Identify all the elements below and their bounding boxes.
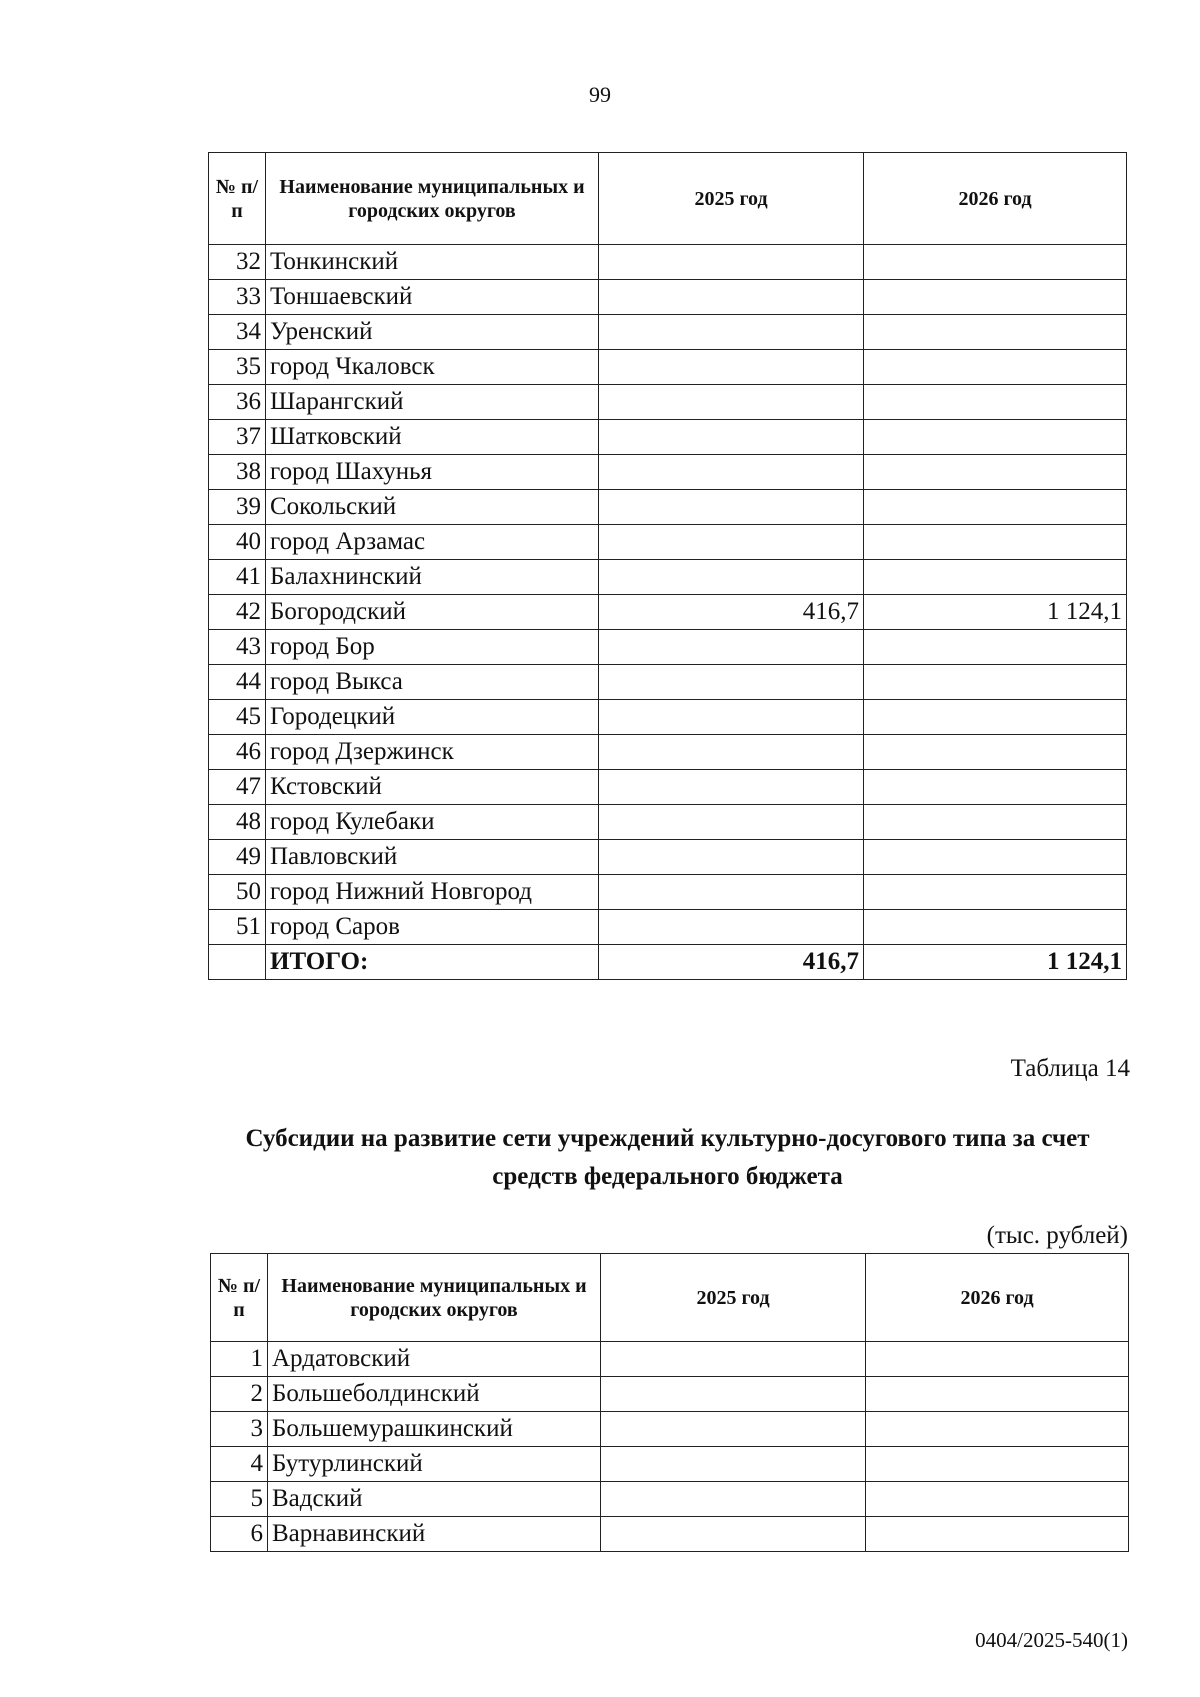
row-2026 xyxy=(864,315,1127,350)
row-number: 37 xyxy=(209,420,266,455)
row-name: город Саров xyxy=(266,910,599,945)
table-row xyxy=(211,1447,1129,1482)
row-number: 35 xyxy=(209,350,266,385)
row-2026 xyxy=(866,1447,1129,1482)
row-name: Варнавинский xyxy=(268,1517,601,1552)
row-2026 xyxy=(864,350,1127,385)
row-2026 xyxy=(866,1517,1129,1552)
row-2026 xyxy=(864,385,1127,420)
row-2025 xyxy=(599,525,864,560)
row-2025 xyxy=(601,1482,866,1517)
row-2025 xyxy=(599,350,864,385)
row-2026 xyxy=(866,1412,1129,1447)
row-name: город Арзамас xyxy=(266,525,599,560)
table-row xyxy=(209,665,1127,700)
row-name: Богородский xyxy=(266,595,599,630)
row-2026 xyxy=(864,630,1127,665)
row-number: 49 xyxy=(209,840,266,875)
table-row xyxy=(211,1412,1129,1447)
table-caption: Таблица 14 xyxy=(1010,1055,1130,1082)
table-row xyxy=(209,805,1127,840)
row-name: город Шахунья xyxy=(266,455,599,490)
row-2026 xyxy=(864,455,1127,490)
row-number: 3 xyxy=(211,1412,268,1447)
row-name: Ардатовский xyxy=(268,1342,601,1377)
row-name: Уренский xyxy=(266,315,599,350)
table-row xyxy=(209,280,1127,315)
row-2025 xyxy=(599,490,864,525)
row-number: 50 xyxy=(209,875,266,910)
row-2025 xyxy=(599,735,864,770)
row-number: 45 xyxy=(209,700,266,735)
header-number: № п/п xyxy=(211,1254,268,1342)
section-title: Субсидии на развитие сети учреждений культурно-досугового типа за счет средств федерального бюджета xyxy=(245,1125,1090,1190)
row-number: 38 xyxy=(209,455,266,490)
row-2025: 416,7 xyxy=(599,595,864,630)
table-row xyxy=(209,560,1127,595)
header-number: № п/п xyxy=(209,153,266,245)
row-2025 xyxy=(601,1377,866,1412)
row-2025 xyxy=(601,1447,866,1482)
table-row xyxy=(209,700,1127,735)
row-2026 xyxy=(864,560,1127,595)
row-number: 4 xyxy=(211,1447,268,1482)
row-name: Бутурлинский xyxy=(268,1447,601,1482)
page-number: 99 xyxy=(589,82,611,107)
row-name: Балахнинский xyxy=(266,560,599,595)
row-name: город Бор xyxy=(266,630,599,665)
row-name: город Кулебаки xyxy=(266,805,599,840)
row-2026 xyxy=(864,420,1127,455)
total-2026: 1 124,1 xyxy=(864,945,1127,980)
row-2025 xyxy=(599,770,864,805)
row-2026 xyxy=(864,280,1127,315)
row-2025 xyxy=(601,1342,866,1377)
row-2025 xyxy=(599,910,864,945)
table-row xyxy=(211,1482,1129,1517)
header-name: Наименование муниципальных и городских округов xyxy=(268,1254,601,1342)
row-2026 xyxy=(866,1482,1129,1517)
row-2026 xyxy=(866,1377,1129,1412)
header-2025: 2025 год xyxy=(601,1254,866,1342)
row-name: Тоншаевский xyxy=(266,280,599,315)
total-2025: 416,7 xyxy=(599,945,864,980)
row-2026 xyxy=(864,525,1127,560)
header-name: Наименование муниципальных и городских округов xyxy=(266,153,599,245)
row-number: 36 xyxy=(209,385,266,420)
row-name: Городецкий xyxy=(266,700,599,735)
row-2026: 1 124,1 xyxy=(864,595,1127,630)
table-row xyxy=(209,455,1127,490)
table-row xyxy=(209,490,1127,525)
table-header-row xyxy=(209,153,1127,245)
row-number: 33 xyxy=(209,280,266,315)
total-number-cell xyxy=(209,945,266,980)
row-number: 6 xyxy=(211,1517,268,1552)
row-2026 xyxy=(864,770,1127,805)
table-row xyxy=(209,350,1127,385)
table-row xyxy=(209,385,1127,420)
header-2026: 2026 год xyxy=(866,1254,1129,1342)
table-row xyxy=(209,840,1127,875)
header-2026: 2026 год xyxy=(864,153,1127,245)
row-name: Шарангский xyxy=(266,385,599,420)
table-header-row xyxy=(211,1254,1129,1342)
row-2026 xyxy=(864,245,1127,280)
row-2025 xyxy=(599,455,864,490)
table-row xyxy=(209,245,1127,280)
row-2025 xyxy=(599,665,864,700)
row-2025 xyxy=(599,560,864,595)
row-2025 xyxy=(599,805,864,840)
row-number: 42 xyxy=(209,595,266,630)
total-row xyxy=(209,945,1127,980)
document-id: 0404/2025-540(1) xyxy=(975,1628,1128,1652)
row-number: 44 xyxy=(209,665,266,700)
row-number: 41 xyxy=(209,560,266,595)
subsidy-table-14 xyxy=(210,1253,1129,1552)
row-2026 xyxy=(866,1342,1129,1377)
row-2026 xyxy=(864,700,1127,735)
row-name: Вадский xyxy=(268,1482,601,1517)
row-number: 43 xyxy=(209,630,266,665)
row-2025 xyxy=(599,840,864,875)
table-row xyxy=(211,1517,1129,1552)
table-row xyxy=(209,315,1127,350)
row-2025 xyxy=(599,385,864,420)
row-name: Большемурашкинский xyxy=(268,1412,601,1447)
row-2026 xyxy=(864,665,1127,700)
allocation-table-continued xyxy=(208,152,1127,980)
table-row xyxy=(209,910,1127,945)
row-name: Павловский xyxy=(266,840,599,875)
row-name: город Нижний Новгород xyxy=(266,875,599,910)
units-label: (тыс. рублей) xyxy=(986,1222,1128,1249)
row-number: 47 xyxy=(209,770,266,805)
row-name: Шатковский xyxy=(266,420,599,455)
row-2025 xyxy=(601,1517,866,1552)
table-body xyxy=(211,1342,1129,1552)
row-2025 xyxy=(599,280,864,315)
row-2025 xyxy=(599,420,864,455)
table-row xyxy=(209,630,1127,665)
row-name: Тонкинский xyxy=(266,245,599,280)
row-2026 xyxy=(864,840,1127,875)
table-row xyxy=(211,1342,1129,1377)
table-row xyxy=(209,525,1127,560)
row-2026 xyxy=(864,490,1127,525)
header-2025: 2025 год xyxy=(599,153,864,245)
row-2026 xyxy=(864,875,1127,910)
row-name: город Чкаловск xyxy=(266,350,599,385)
table-body xyxy=(209,245,1127,945)
table-row xyxy=(209,735,1127,770)
row-name: город Дзержинск xyxy=(266,735,599,770)
table-row xyxy=(209,770,1127,805)
row-number: 39 xyxy=(209,490,266,525)
row-number: 2 xyxy=(211,1377,268,1412)
row-2025 xyxy=(601,1412,866,1447)
row-number: 51 xyxy=(209,910,266,945)
table-row xyxy=(209,595,1127,630)
row-number: 34 xyxy=(209,315,266,350)
row-2026 xyxy=(864,805,1127,840)
table-row xyxy=(209,420,1127,455)
row-number: 40 xyxy=(209,525,266,560)
row-2025 xyxy=(599,245,864,280)
row-name: город Выкса xyxy=(266,665,599,700)
row-number: 46 xyxy=(209,735,266,770)
row-name: Кстовский xyxy=(266,770,599,805)
row-2026 xyxy=(864,910,1127,945)
row-2025 xyxy=(599,875,864,910)
row-2025 xyxy=(599,315,864,350)
row-number: 1 xyxy=(211,1342,268,1377)
row-2025 xyxy=(599,700,864,735)
table-row xyxy=(211,1377,1129,1412)
row-number: 5 xyxy=(211,1482,268,1517)
row-2026 xyxy=(864,735,1127,770)
row-number: 32 xyxy=(209,245,266,280)
row-name: Сокольский xyxy=(266,490,599,525)
row-2025 xyxy=(599,630,864,665)
row-number: 48 xyxy=(209,805,266,840)
table-row xyxy=(209,875,1127,910)
total-label: ИТОГО: xyxy=(266,945,599,980)
row-name: Большеболдинский xyxy=(268,1377,601,1412)
